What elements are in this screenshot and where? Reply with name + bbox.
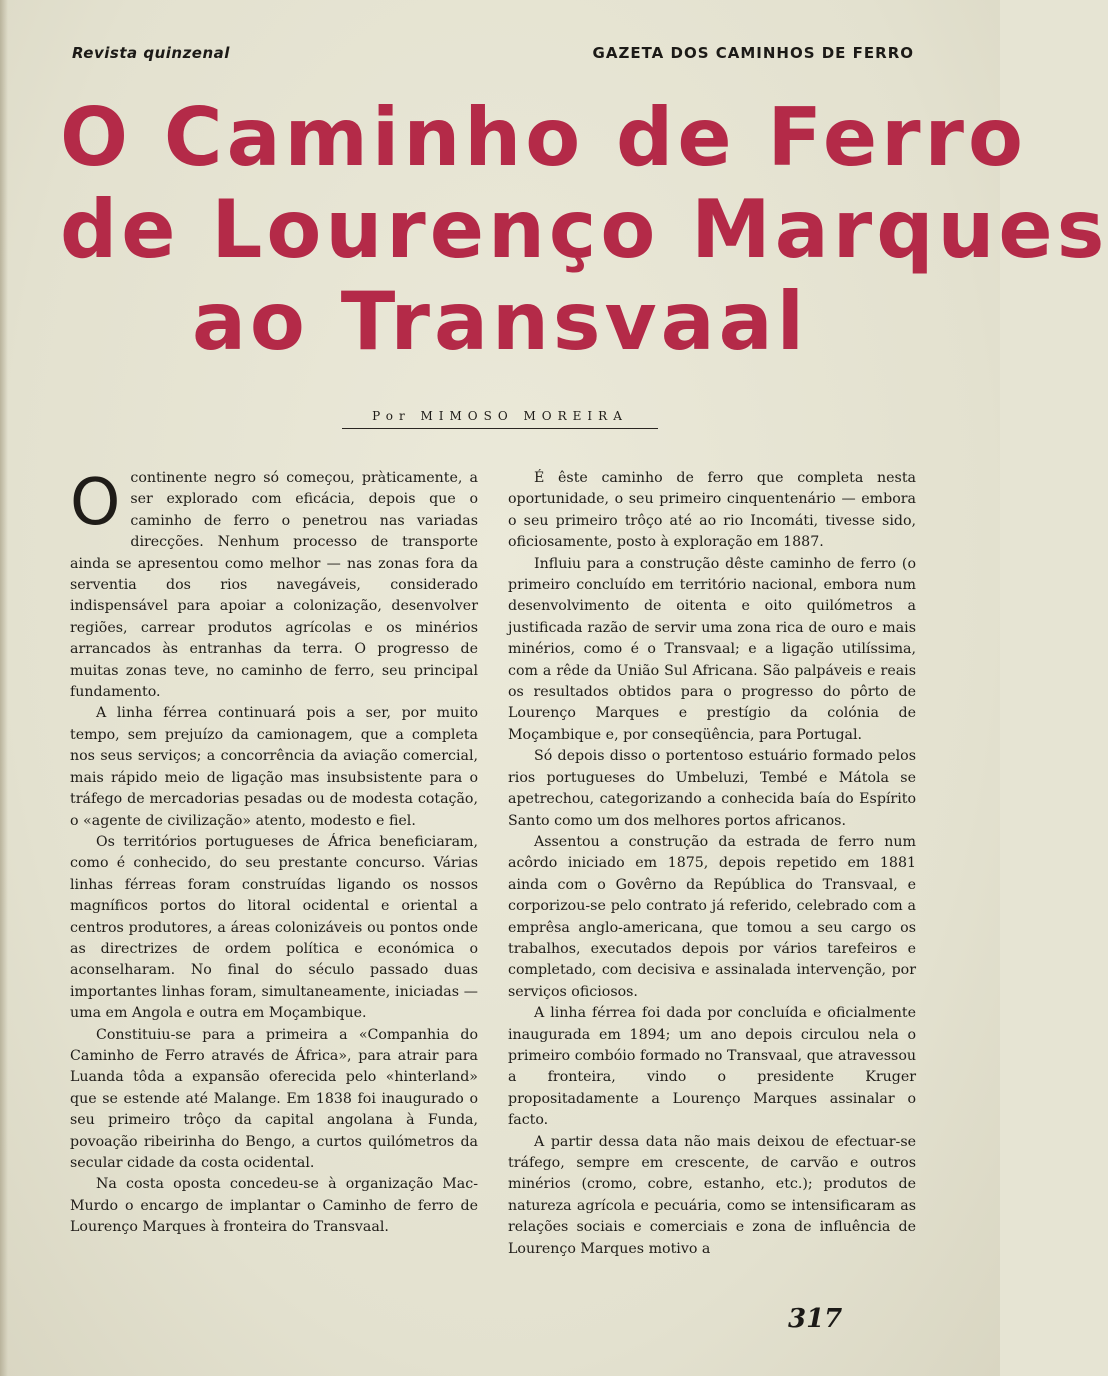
paragraph: Na costa oposta concedeu-se à organização Mac-Murdo o encargo de implantar o Caminho de ferro de Lourenço Marques à fronteira do Transvaal. bbox=[70, 1176, 478, 1236]
byline: Por MIMOSO MOREIRA bbox=[372, 409, 628, 423]
paragraph: Influiu para a construção dêste caminho de ferro (o primeiro concluído em território nacional, embora num desenvolvimento de oitenta e oito quilómetros a justificada razão de servir uma zona rica de ouro e mais minérios, como é o Transvaal; e a ligação utilíssima, com a rêde da União Sul Africana. São palpáveis e reais os resultados obtidos para o progresso do pôrto de Lourenço Marques e prestígio da colónia de Moçambique e, por conseqüência, para Portugal. bbox=[508, 555, 916, 743]
article-title bbox=[60, 91, 1108, 368]
paragraph: Só depois disso o portentoso estuário formado pelos rios portugueses do Umbeluzi, Tembé e Mátola se apetrechou, categorizando a conhecida baía do Espírito Santo como um dos melhores portos africanos. bbox=[508, 748, 916, 829]
right-column bbox=[508, 468, 916, 1260]
page-number: 317 bbox=[788, 1304, 843, 1334]
paragraph-text: continente negro só começou, pràticamente, a ser explorado com eficácia, depois que o caminho de ferro o penetrou nas variadas direcções. Nenhum processo de transporte ainda se apresentou como melhor — nas zonas fora da serventia dos rios navegáveis, considerado indispensável para apoiar a colonização, desenvolver regiões, carrear produtos agrícolas e os minérios arrancados às entranhas da terra. O progresso de muitas zonas teve, no caminho de ferro, seu principal fundamento. bbox=[70, 470, 478, 701]
paragraph: A partir dessa data não mais deixou de efectuar-se tráfego, sempre em crescente, de carvão e outros minérios (cromo, cobre, estanho, etc.); produtos de natureza agrícola e pecuária, como se intensificaram as relações sociais e comerciais e zona de influência de Lourenço Marques motivo a bbox=[508, 1133, 916, 1257]
title-line-1: O Caminho de Ferro bbox=[60, 91, 1027, 184]
title-line-2: de Lourenço Marques bbox=[60, 183, 1108, 276]
drop-cap: O bbox=[70, 466, 121, 540]
paragraph: Assentou a construção da estrada de ferro num acôrdo iniciado em 1875, depois repetido em 1881 ainda com o Govêrno da República do Transvaal, e corporizou-se pelo contrato já referido, celebrado com a emprêsa anglo-americana, que tomou a seu cargo os trabalhos, executados depois por vários tarefeiros e completado, com decisiva e assinalada intervenção, por serviços oficiosos. bbox=[508, 833, 916, 1000]
paragraph bbox=[70, 468, 478, 703]
byline-rule bbox=[342, 428, 658, 429]
binding-edge-shadow bbox=[0, 0, 8, 1376]
running-header-left: Revista quinzenal bbox=[72, 44, 230, 62]
title-line-3: ao Transvaal bbox=[191, 275, 809, 368]
running-header-right: GAZETA DOS CAMINHOS DE FERRO bbox=[592, 44, 914, 62]
paragraph: Os territórios portugueses de África beneficiaram, como é conhecido, do seu prestante concurso. Várias linhas férreas foram construídas ligando os nossos magníficos portos do litoral ocidental e oriental a centros produtores, a áreas colonizáveis ou pontos onde as directrizes de ordem política e económica o aconselharam. No final do século passado duas importantes linhas foram, simultaneamente, iniciadas — uma em Angola e outra em Moçambique. bbox=[70, 833, 478, 1022]
paragraph: É êste caminho de ferro que completa nesta oportunidade, o seu primeiro cinquentenário — embora o seu primeiro trôço até ao rio Incomáti, tivesse sido, oficiosamente, posto à exploração em 1887. bbox=[508, 470, 916, 551]
paragraph: Constituiu-se para a primeira a «Companhia do Caminho de Ferro através de África», para atrair para Luanda tôda a expansão oferecida pelo «hinterland» que se estende até Malange. Em 1838 foi inaugurado o seu primeiro trôço da capital angolana à Funda, povoação ribeirinha do Bengo, a curtos quilómetros da secular cidade da costa ocidental. bbox=[70, 1026, 478, 1171]
paragraph: A linha férrea continuará pois a ser, por muito tempo, sem prejuízo da camionagem, que a completa nos seus serviços; a concorrência da aviação comercial, mais rápido meio de ligação mas insubsistente para o tráfego de mercadorias pesadas ou de modesta cotação, o «agente de civilização» atento, modesto e fiel. bbox=[70, 705, 478, 829]
left-column bbox=[70, 468, 478, 1239]
paragraph: A linha férrea foi dada por concluída e oficialmente inaugurada em 1894; um ano depois circulou nela o primeiro combóio formado no Transvaal, que atravessou a fronteira, vindo o presidente Kruger propositadamente a Lourenço Marques assinalar o facto. bbox=[508, 1005, 916, 1129]
